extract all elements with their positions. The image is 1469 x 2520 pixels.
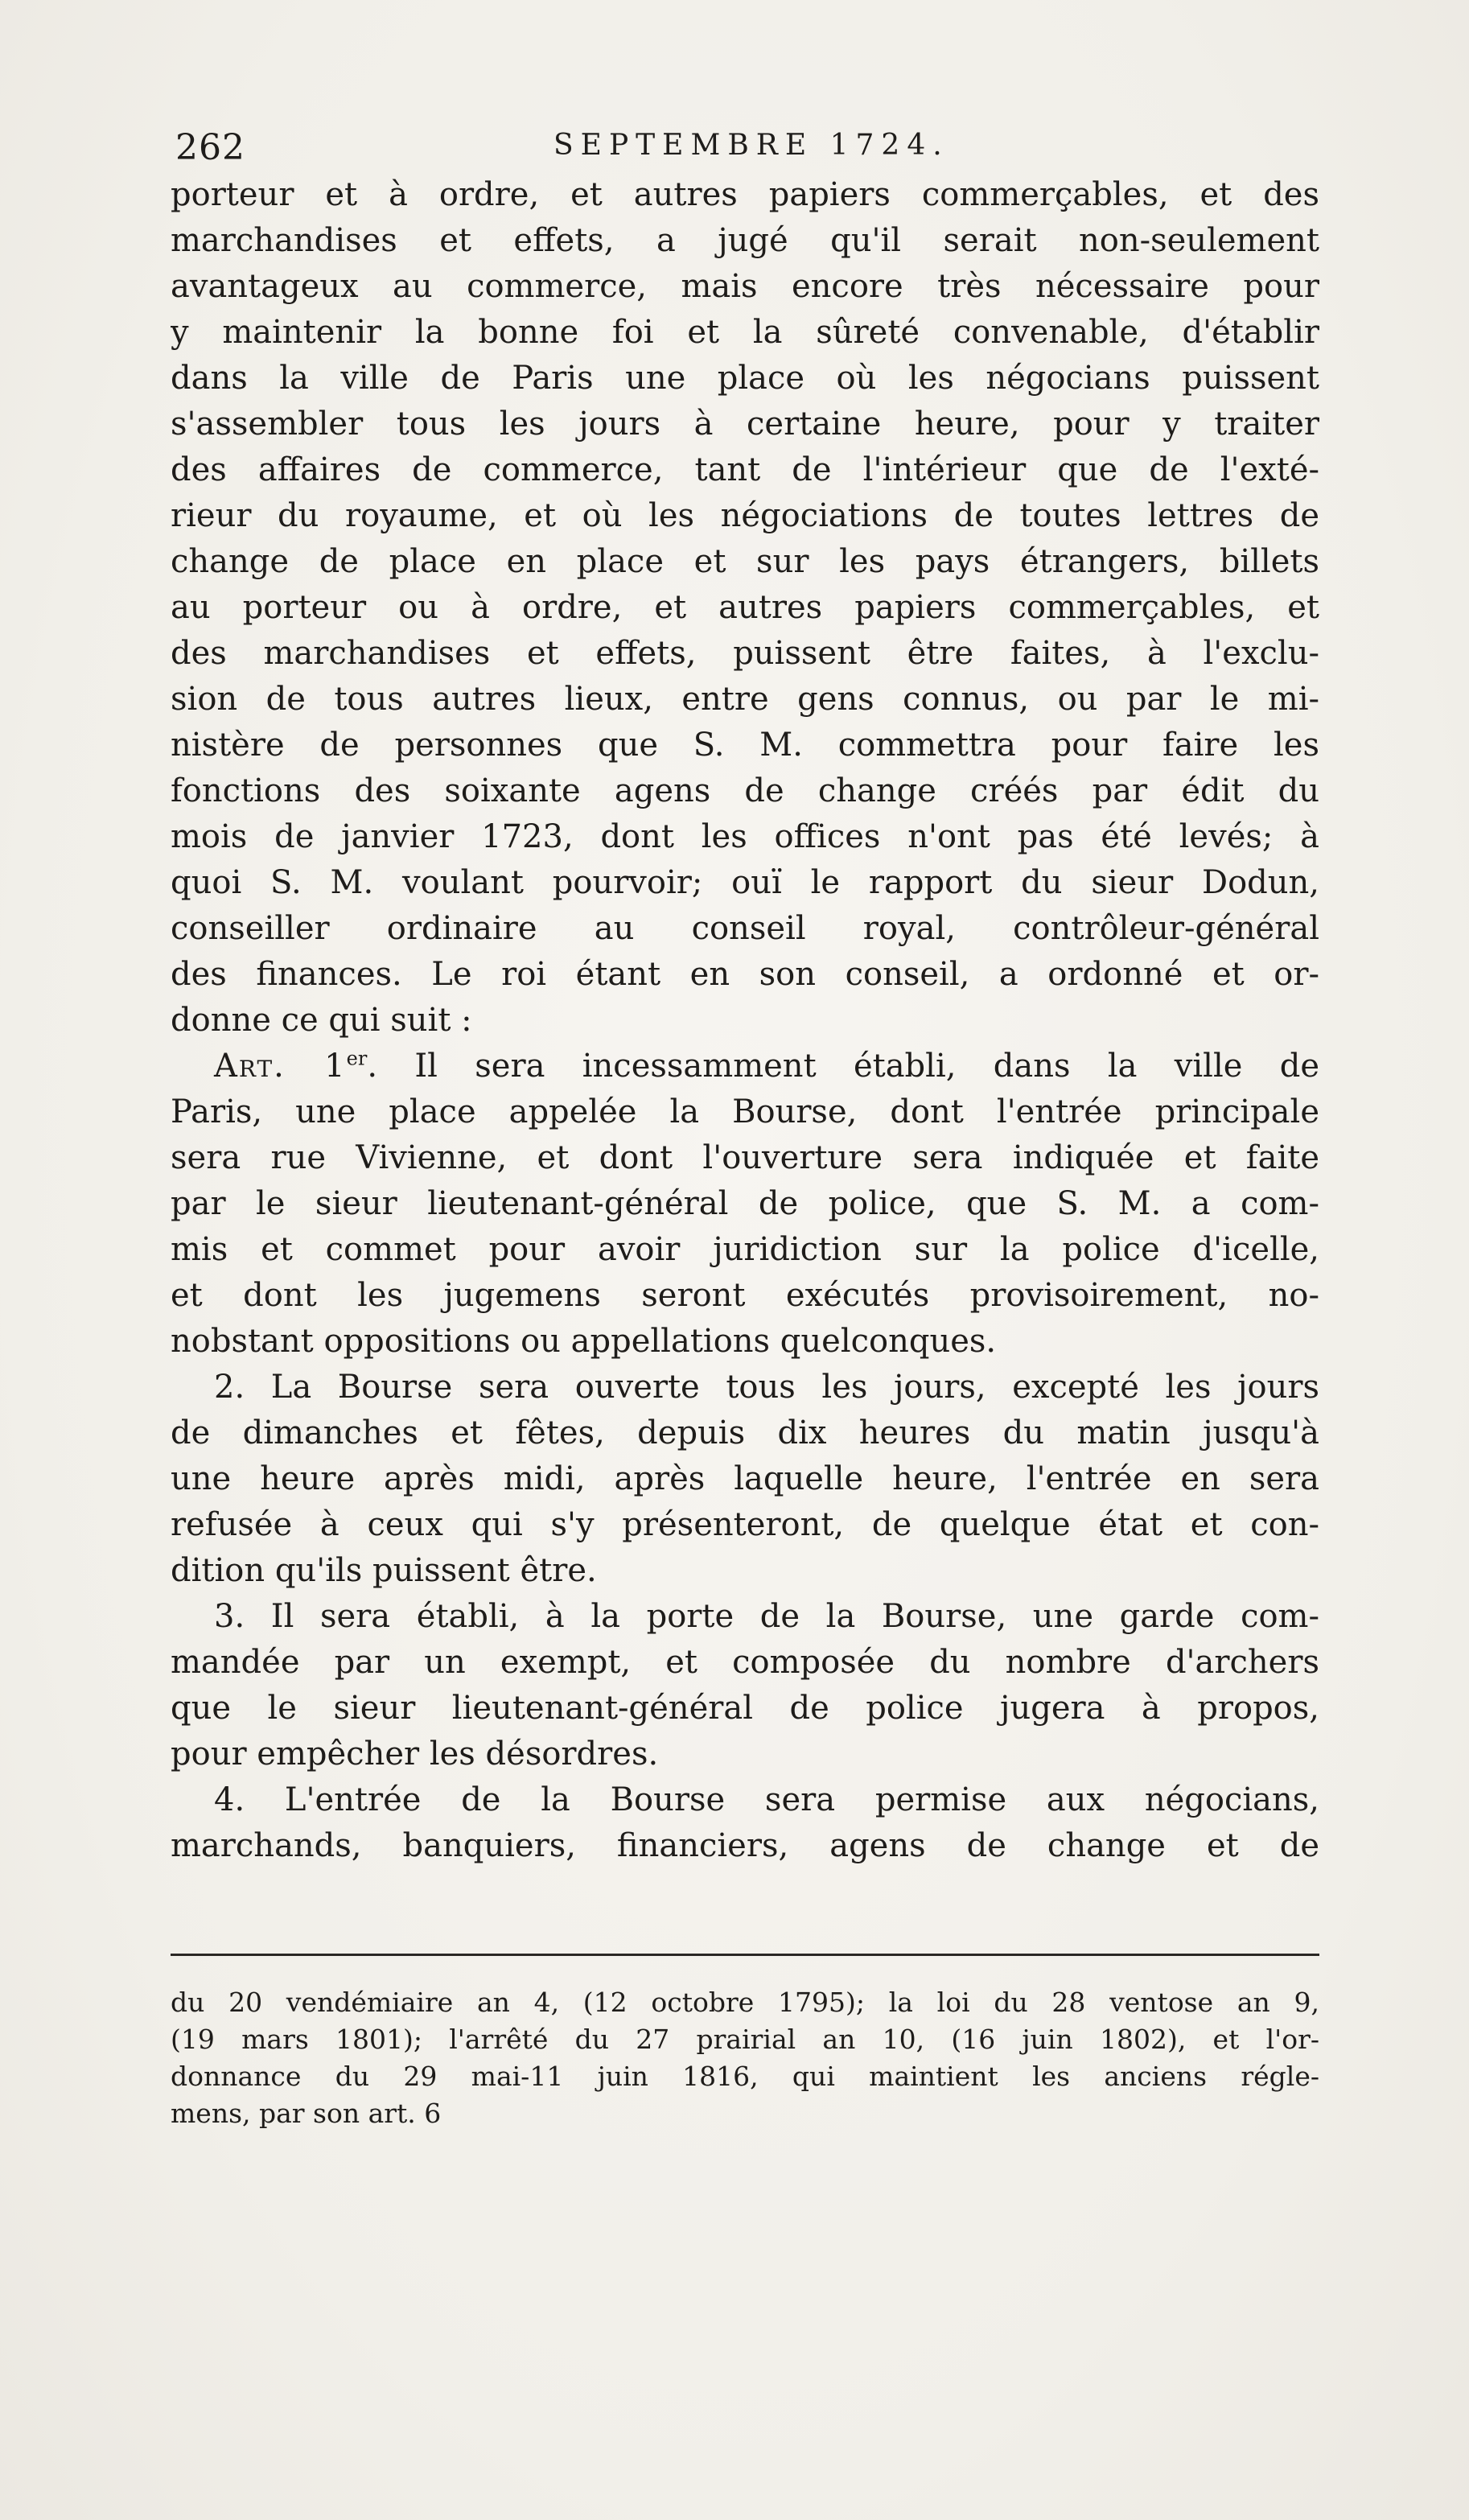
text-line: que le sieur lieutenant-général de police jugera à propos,	[171, 1690, 1319, 1727]
text-line: Paris, une place appelée la Bourse, dont l'entrée principale	[171, 1093, 1319, 1130]
article-label: Art. 1	[214, 1048, 347, 1085]
text-line: s'assembler tous les jours à certaine heure, pour y traiter	[171, 406, 1319, 443]
text-line: des affaires de commerce, tant de l'intérieur que de l'exté-	[171, 451, 1319, 488]
text-line: des finances. Le roi étant en son conseil, a ordonné et or-	[171, 956, 1319, 993]
text-line: quoi S. M. voulant pourvoir; ouï le rapport du sieur Dodun,	[171, 864, 1319, 901]
paragraph-article-2	[171, 1365, 1319, 1594]
footnote-line: mens, par son art. 6	[171, 2098, 442, 2129]
text-line: et dont les jugemens seront exécutés provisoirement, no-	[171, 1277, 1319, 1314]
text-line: mois de janvier 1723, dont les offices n'ont pas été levés; à	[171, 818, 1319, 855]
text-line: marchandises et effets, a jugé qu'il serait non-seulement	[171, 222, 1319, 259]
text-line: de dimanches et fêtes, depuis dix heures du matin jusqu'à	[171, 1414, 1319, 1451]
paragraph-article-1	[171, 1044, 1319, 1365]
text-line: mandée par un exempt, et composée du nombre d'archers	[171, 1644, 1319, 1681]
page-number: 262	[175, 127, 245, 168]
text-line: avantageux au commerce, mais encore très nécessaire pour	[171, 268, 1319, 305]
text-line: dition qu'ils puissent être.	[171, 1552, 597, 1589]
footnote	[171, 1984, 1319, 2132]
running-head	[175, 127, 1318, 179]
text-line: 2. La Bourse sera ouverte tous les jours, excepté les jours	[214, 1369, 1319, 1406]
text-line: sera rue Vivienne, et dont l'ouverture sera indiquée et faite	[171, 1139, 1319, 1176]
article-label-superscript: er	[346, 1047, 368, 1070]
paragraph-article-3	[171, 1594, 1319, 1777]
text-line: refusée à ceux qui s'y présenteront, de quelque état et con-	[171, 1506, 1319, 1543]
text-line: conseiller ordinaire au conseil royal, contrôleur-général	[171, 910, 1319, 947]
text-line: 3. Il sera établi, à la porte de la Bourse, une garde com-	[214, 1598, 1319, 1635]
footnote-line: du 20 vendémiaire an 4, (12 octobre 1795); la loi du 28 ventose an 9,	[171, 1987, 1319, 2018]
text-line: rieur du royaume, et où les négociations de toutes lettres de	[171, 497, 1319, 534]
text-line: dans la ville de Paris une place où les négocians puissent	[171, 360, 1319, 397]
text-line: porteur et à ordre, et autres papiers commerçables, et des	[171, 176, 1319, 213]
text-line: au porteur ou à ordre, et autres papiers commerçables, et	[171, 589, 1319, 626]
text-line: sion de tous autres lieux, entre gens connus, ou par le mi-	[171, 681, 1319, 718]
text-line	[171, 1044, 1319, 1089]
text-line: y maintenir la bonne foi et la sûreté convenable, d'établir	[171, 314, 1319, 351]
text-line: fonctions des soixante agens de change créés par édit du	[171, 772, 1319, 809]
running-title: SEPTEMBRE 1724.	[553, 129, 949, 162]
main-text	[171, 172, 1319, 1869]
paragraph-preamble	[171, 172, 1319, 1044]
text-line: pour empêcher les désordres.	[171, 1736, 659, 1773]
text-line: par le sieur lieutenant-général de police, que S. M. a com-	[171, 1185, 1319, 1222]
text-line: change de place en place et sur les pays étrangers, billets	[171, 543, 1319, 580]
text-line: 4. L'entrée de la Bourse sera permise aux négocians,	[214, 1781, 1319, 1818]
footnote-line: (19 mars 1801); l'arrêté du 27 prairial an 10, (16 juin 1802), et l'or-	[171, 2024, 1319, 2055]
text-line: nistère de personnes que S. M. commettra pour faire les	[171, 727, 1319, 764]
text-line: marchands, banquiers, financiers, agens de change et de	[171, 1827, 1319, 1864]
text-line: des marchandises et effets, puissent être faites, à l'exclu-	[171, 635, 1319, 672]
text-line: donne ce qui suit :	[171, 1002, 472, 1039]
text-line: nobstant oppositions ou appellations quelconques.	[171, 1323, 997, 1360]
footnote-line: donnance du 29 mai-11 juin 1816, qui maintient les anciens régle-	[171, 2061, 1319, 2092]
article-first-line: . Il sera incessamment établi, dans la ville de	[367, 1048, 1319, 1085]
paragraph-article-4	[171, 1777, 1319, 1869]
text-line: une heure après midi, après laquelle heure, l'entrée en sera	[171, 1460, 1319, 1497]
footnote-divider	[171, 1954, 1319, 1956]
text-line: mis et commet pour avoir juridiction sur la police d'icelle,	[171, 1231, 1319, 1268]
